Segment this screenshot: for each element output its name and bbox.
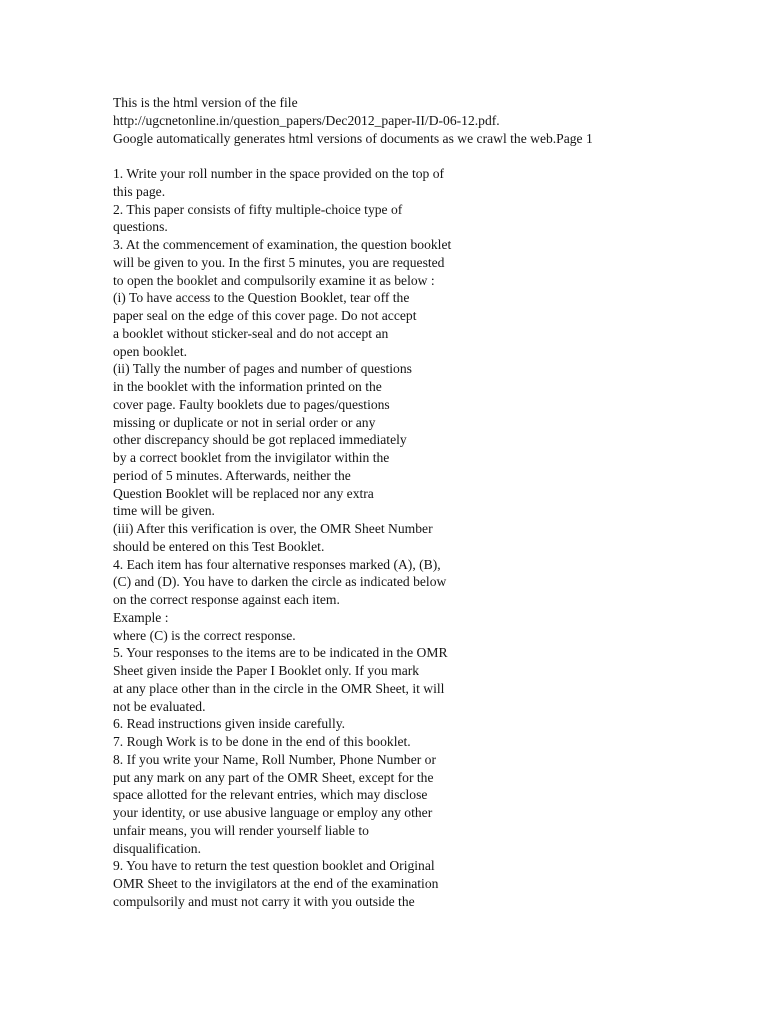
text-line: paper seal on the edge of this cover page. Do not accept: [113, 308, 417, 323]
source-url: http://ugcnetonline.in/question_papers/Dec2012_paper-II/D-06-12.pdf.: [113, 112, 500, 128]
text-line: this page.: [113, 183, 166, 199]
text-line: should be entered on this Test Booklet.: [113, 538, 325, 554]
text-line: (C) and (D). You have to darken the circle as indicated below: [113, 574, 447, 590]
text-line: at any place other than in the circle in the OMR Sheet, it will: [113, 680, 445, 696]
text-line: (i) To have access to the Question Booklet, tear off the: [113, 290, 410, 306]
text-line: (ii) Tally the number of pages and number of questions: [113, 361, 412, 377]
spacer: [113, 147, 753, 165]
text-line: time will be given.: [113, 503, 215, 519]
text-line: on the correct response against each item.: [113, 592, 340, 607]
text-line: cover page. Faulty booklets due to pages/questions: [113, 396, 390, 412]
text-line: where (C) is the correct response.: [113, 627, 296, 643]
instructions-text: [113, 165, 753, 911]
document-page: [113, 94, 753, 911]
text-line: Question Booklet will be replaced nor any extra: [113, 485, 374, 501]
text-line: by a correct booklet from the invigilator within the: [113, 450, 390, 465]
text-line: will be given to you. In the first 5 minutes, you are requested: [113, 254, 445, 270]
text-line: other discrepancy should be got replaced immediately: [113, 432, 407, 448]
text-line: space allotted for the relevant entries, which may disclose: [113, 787, 428, 803]
text-line: put any mark on any part of the OMR Sheet, except for the: [113, 769, 434, 785]
text-line: 4. Each item has four alternative responses marked (A), (B),: [113, 556, 441, 572]
text-line: OMR Sheet to the invigilators at the end of the examination: [113, 876, 439, 891]
text-line: 2. This paper consists of fifty multiple-choice type of: [113, 201, 403, 217]
text-line: 5. Your responses to the items are to be indicated in the OMR: [113, 645, 448, 661]
text-line: period of 5 minutes. Afterwards, neither the: [113, 467, 351, 483]
text-line: (iii) After this verification is over, the OMR Sheet Number: [113, 521, 433, 536]
header-line: This is the html version of the file: [113, 95, 298, 110]
text-line: to open the booklet and compulsorily examine it as below :: [113, 272, 435, 288]
text-line: missing or duplicate or not in serial order or any: [113, 414, 376, 430]
text-line: 3. At the commencement of examination, the question booklet: [113, 237, 452, 252]
text-line: 6. Read instructions given inside carefully.: [113, 716, 346, 732]
text-line: your identity, or use abusive language or employ any other: [113, 805, 433, 820]
text-line: Example :: [113, 609, 169, 625]
text-line: compulsorily and must not carry it with you outside the: [113, 893, 415, 909]
cache-header: [113, 94, 753, 147]
text-line: a booklet without sticker-seal and do not accept an: [113, 325, 389, 341]
text-line: unfair means, you will render yourself liable to: [113, 822, 369, 838]
text-line: open booklet.: [113, 343, 187, 359]
text-line: questions.: [113, 219, 168, 235]
header-line: Google automatically generates html versions of documents as we crawl the web.Page 1: [113, 130, 593, 146]
text-line: in the booklet with the information printed on the: [113, 379, 382, 394]
text-line: 9. You have to return the test question booklet and Original: [113, 858, 435, 874]
text-line: 7. Rough Work is to be done in the end of this booklet.: [113, 734, 411, 749]
text-line: not be evaluated.: [113, 698, 206, 714]
text-line: Sheet given inside the Paper I Booklet only. If you mark: [113, 663, 420, 678]
text-line: 1. Write your roll number in the space provided on the top of: [113, 166, 445, 181]
text-line: disqualification.: [113, 840, 201, 856]
text-line: 8. If you write your Name, Roll Number, Phone Number or: [113, 751, 436, 767]
